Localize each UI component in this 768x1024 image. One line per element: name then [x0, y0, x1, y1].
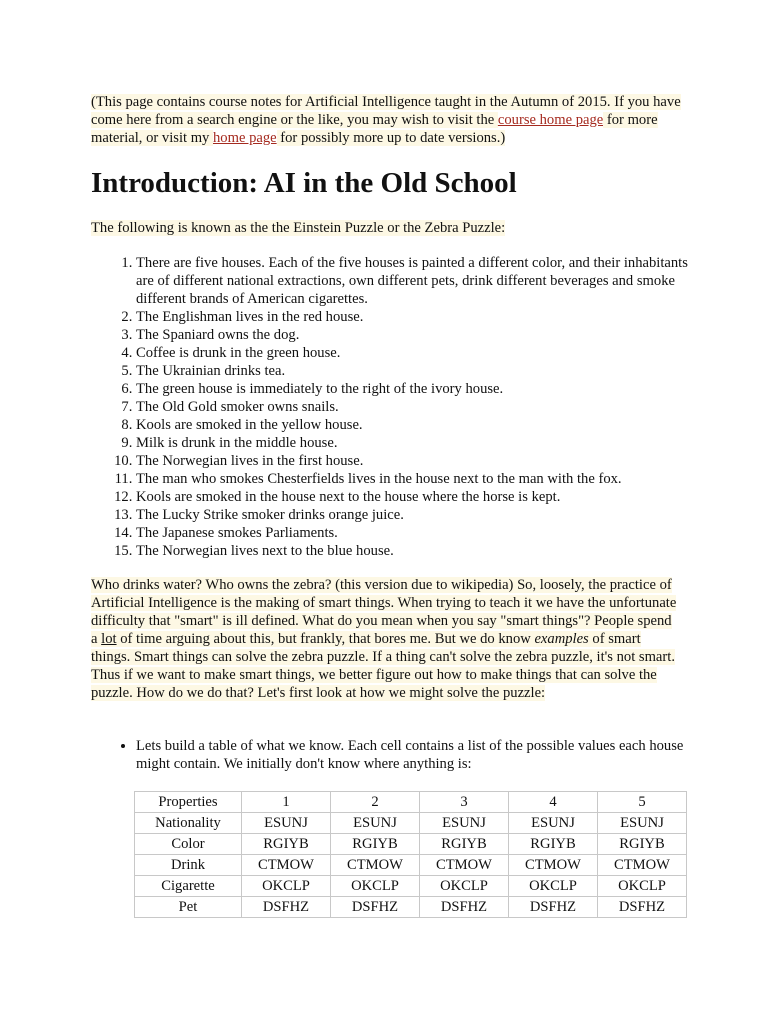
rule-item: 7. The Old Gold smoker owns snails.: [136, 398, 696, 416]
table-row: [135, 834, 687, 855]
table-header-cell: 2: [331, 792, 420, 813]
rule-item: 15. The Norwegian lives next to the blue house.: [136, 542, 696, 560]
table-cell: ESUNJ: [420, 813, 509, 834]
examples-emphasis: examples: [534, 631, 589, 647]
table-cell: OKCLP: [242, 876, 331, 897]
table-cell: ESUNJ: [242, 813, 331, 834]
table-header-cell: 3: [420, 792, 509, 813]
home-page-link[interactable]: home page: [213, 130, 277, 146]
table-cell: DSFHZ: [420, 897, 509, 918]
table-header-cell: 1: [242, 792, 331, 813]
table-cell: CTMOW: [509, 855, 598, 876]
puzzle-rules-list: [91, 254, 696, 560]
lead-text: The following is known as the the Einstein Puzzle or the Zebra Puzzle:: [91, 220, 506, 236]
table-header-row: [135, 792, 687, 813]
table-cell: OKCLP: [509, 876, 598, 897]
course-home-page-link[interactable]: course home page: [497, 112, 604, 128]
rule-item: 11. The man who smokes Chesterfields lives in the house next to the man with the fox.: [136, 470, 696, 488]
table-cell: Nationality: [135, 813, 242, 834]
table-cell: RGIYB: [242, 834, 331, 855]
table-cell: ESUNJ: [598, 813, 687, 834]
rule-item: 4. Coffee is drunk in the green house.: [136, 344, 696, 362]
table-row: [135, 876, 687, 897]
table-header-cell: 4: [509, 792, 598, 813]
table-row: [135, 855, 687, 876]
table-cell: DSFHZ: [509, 897, 598, 918]
table-cell: OKCLP: [420, 876, 509, 897]
table-row: [135, 813, 687, 834]
para-text-2: of time arguing about this, but frankly, that bores me. But we do know: [116, 631, 535, 647]
table-cell: DSFHZ: [598, 897, 687, 918]
intro-text-3: for possibly more up to date versions.): [276, 130, 506, 146]
lead-paragraph: [91, 219, 691, 237]
discussion-paragraph: [91, 576, 681, 702]
steps-list: [91, 737, 696, 773]
table-header-cell: 5: [598, 792, 687, 813]
table-cell: CTMOW: [420, 855, 509, 876]
rule-item: 13. The Lucky Strike smoker drinks orange juice.: [136, 506, 696, 524]
rule-item: 14. The Japanese smokes Parliaments.: [136, 524, 696, 542]
table-cell: CTMOW: [242, 855, 331, 876]
para-text-3: of smart things. Smart things can solve the zebra puzzle. If a thing can't solve the zebra puzzle, it's not smart. Thus if we want to make smart things, we better figure out how to make things that can solve the puzzle. How do we do that? Let's first look at how we might solve the puzzle:: [91, 631, 675, 701]
table-cell: ESUNJ: [509, 813, 598, 834]
bullet-item: • Lets build a table of what we know. Each cell contains a list of the possible values each house might contain. We initially don't know where anything is:: [136, 737, 696, 773]
table-cell: DSFHZ: [331, 897, 420, 918]
table-cell: CTMOW: [598, 855, 687, 876]
table-header-cell: Properties: [135, 792, 242, 813]
table-cell: Cigarette: [135, 876, 242, 897]
table-cell: CTMOW: [331, 855, 420, 876]
rule-item: 2. The Englishman lives in the red house.: [136, 308, 696, 326]
rule-item: 5. The Ukrainian drinks tea.: [136, 362, 696, 380]
rule-item: 10. The Norwegian lives in the first house.: [136, 452, 696, 470]
table-cell: RGIYB: [331, 834, 420, 855]
possibilities-table: [134, 791, 687, 918]
table-cell: Drink: [135, 855, 242, 876]
lot-emphasis: lot: [101, 631, 117, 647]
page-title: Introduction: AI in the Old School: [91, 167, 517, 199]
table-cell: OKCLP: [331, 876, 420, 897]
table-cell: OKCLP: [598, 876, 687, 897]
rule-item: 12. Kools are smoked in the house next to the house where the horse is kept.: [136, 488, 696, 506]
table-cell: Color: [135, 834, 242, 855]
table-cell: Pet: [135, 897, 242, 918]
table-cell: RGIYB: [509, 834, 598, 855]
intro-paragraph: [91, 93, 691, 147]
rule-item: 3. The Spaniard owns the dog.: [136, 326, 696, 344]
rule-item: 8. Kools are smoked in the yellow house.: [136, 416, 696, 434]
table-cell: RGIYB: [420, 834, 509, 855]
table-cell: DSFHZ: [242, 897, 331, 918]
table-row: [135, 897, 687, 918]
intro-text-2: for more material, or visit my: [91, 112, 658, 146]
rule-item: 1. There are five houses. Each of the five houses is painted a different color, and their inhabitants are of different national extractions, own different pets, drink different beverages and smoke different brands of American cigarettes.: [136, 254, 696, 308]
para-text-1: Who drinks water? Who owns the zebra? (this version due to wikipedia) So, loosely, the practice of Artificial Intelligence is the making of smart things. When trying to teach it we have the unfortunate difficulty that "smart" is ill defined. What do you mean when you say "smart things"? People spend a: [91, 577, 677, 647]
rule-item: 9. Milk is drunk in the middle house.: [136, 434, 696, 452]
intro-text-1: (This page contains course notes for Artificial Intelligence taught in the Autumn of 2015. If you have come here from a search engine or the like, you may wish to visit the: [91, 94, 681, 128]
table-cell: ESUNJ: [331, 813, 420, 834]
table-cell: RGIYB: [598, 834, 687, 855]
rule-item: 6. The green house is immediately to the right of the ivory house.: [136, 380, 696, 398]
